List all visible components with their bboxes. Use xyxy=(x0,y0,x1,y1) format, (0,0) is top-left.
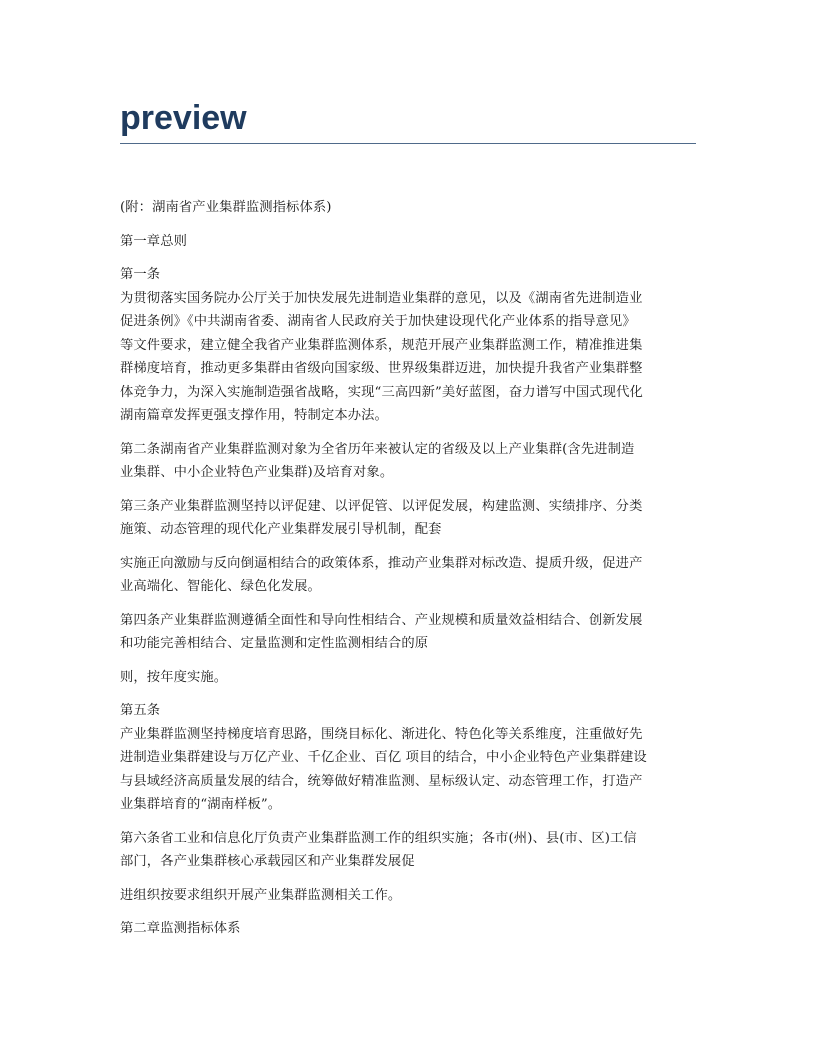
paragraph xyxy=(120,827,696,874)
text-line: 实施正向激励与反向倒逼相结合的政策体系，推动产业集群对标改造、提质升级，促进产 xyxy=(120,555,643,571)
paragraph xyxy=(120,884,696,908)
text-line: 第二章监测指标体系 xyxy=(120,921,241,936)
paragraph xyxy=(120,699,696,817)
text-line: 第四条产业集群监测遵循全面性和导向性相结合、产业规模和质量效益相结合、创新发展 xyxy=(120,612,643,628)
text-line: 等文件要求，建立健全我省产业集群监测体系，规范开展产业集群监测工作，精准推进集 xyxy=(120,337,643,353)
text-line: (附：湖南省产业集群监测指标体系) xyxy=(120,200,332,215)
text-line: 促进条例》《中共湖南省委、湖南省人民政府关于加快建设现代化产业体系的指导意见》 xyxy=(120,314,636,329)
paragraph xyxy=(120,552,696,599)
paragraph xyxy=(120,609,696,656)
paragraph xyxy=(120,196,696,220)
paragraph xyxy=(120,263,696,428)
text-line: 产业集群监测坚持梯度培育思路，围绕目标化、渐进化、特色化等关系维度，注重做好先 xyxy=(120,726,643,742)
text-line: 体竞争力，为深入实施制造强省战略，实现“三高四新”美好蓝图，奋力谱写中国式现代化 xyxy=(120,384,643,400)
text-line: 第五条 xyxy=(120,703,161,718)
text-line: 和功能完善相结合、定量监测和定性监测相结合的原 xyxy=(120,636,429,651)
text-line: 进组织按要求组织开展产业集群监测相关工作。 xyxy=(120,887,402,903)
text-line: 第六条省工业和信息化厅负责产业集群监测工作的组织实施；各市(州)、县(市、区)工信 xyxy=(120,830,637,846)
title-divider xyxy=(120,143,696,144)
text-line: 施策、动态管理的现代化产业集群发展引导机制，配套 xyxy=(120,522,442,537)
text-line: 第三条产业集群监测坚持以评促建、以评促管、以评促发展，构建监测、实绩排序、分类 xyxy=(120,498,643,514)
text-line: 进制造业集群建设与万亿产业、千亿企业、百亿 项目的结合，中小企业特色产业集群建设 xyxy=(120,750,647,765)
paragraph xyxy=(120,917,696,941)
text-line: 业集群、中小企业特色产业集群)及培育对象。 xyxy=(120,465,394,480)
paragraph xyxy=(120,495,696,542)
text-line: 部门，各产业集群核心承载园区和产业集群发展促 xyxy=(120,854,415,869)
text-line: 为贯彻落实国务院办公厅关于加快发展先进制造业集群的意见，以及《湖南省先进制造业 xyxy=(120,290,643,306)
text-line: 业高端化、智能化、绿色化发展。 xyxy=(120,579,321,594)
paragraph xyxy=(120,230,696,254)
text-line: 湖南篇章发挥更强支撑作用，特制定本办法。 xyxy=(120,408,388,423)
paragraph xyxy=(120,666,696,690)
text-line: 业集群培育的“湖南样板”。 xyxy=(120,797,282,812)
text-line: 第一章总则 xyxy=(120,233,187,249)
document-page xyxy=(120,96,696,951)
paragraph xyxy=(120,438,696,485)
text-line: 与县域经济高质量发展的结合，统筹做好精准监测、星标级认定、动态管理工作，打造产 xyxy=(120,773,643,789)
document-body xyxy=(120,196,696,941)
text-line: 则，按年度实施。 xyxy=(120,669,228,685)
document-title: preview xyxy=(120,99,247,137)
text-line: 群梯度培育，推动更多集群由省级向国家级、世界级集群迈进，加快提升我省产业集群整 xyxy=(120,361,643,376)
text-line: 第一条 xyxy=(120,267,161,282)
text-line: 第二条湖南省产业集群监测对象为全省历年来被认定的省级及以上产业集群(含先进制造 xyxy=(120,441,635,457)
